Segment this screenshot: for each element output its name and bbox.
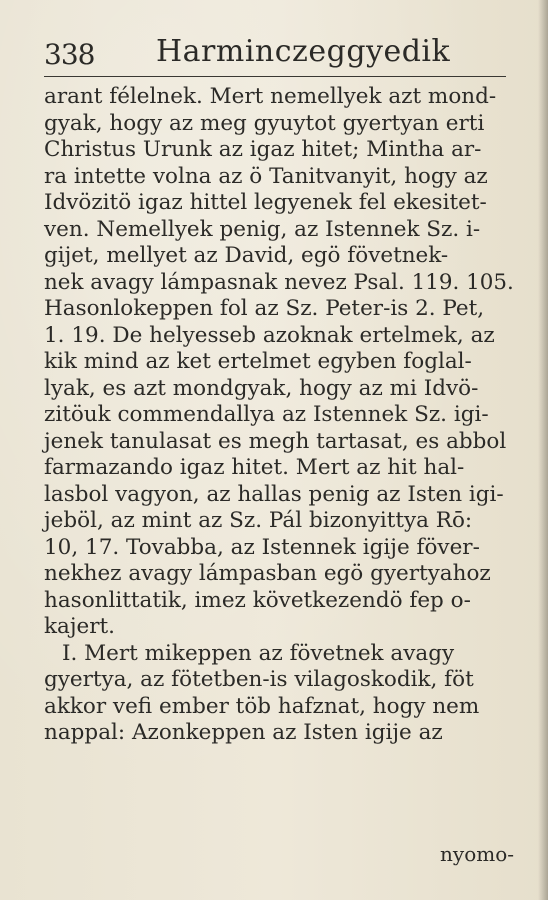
- text-line: zitöuk commendallya az Istennek Sz. igi-: [44, 402, 489, 427]
- text-line: Christus Urunk az igaz hitet; Mintha ar-: [44, 137, 482, 162]
- text-line: gyak, hogy az meg gyuytot gyertyan erti: [44, 110, 485, 136]
- page-header: [44, 34, 514, 74]
- text-line: Hasonlokeppen fol az Sz. Peter-is 2. Pet,: [44, 296, 485, 321]
- text-line: gyertya, az fötetben-is vilagoskodik, föt: [44, 667, 474, 692]
- text-line: lasbol vagyon, az hallas penig az Isten igi-: [44, 481, 504, 507]
- page-edge-shadow: [538, 0, 548, 900]
- catchword: nyomo-: [440, 842, 514, 866]
- page-number: 338: [44, 38, 95, 71]
- text-line: 10, 17. Tovabba, az Istennek igije föver-: [44, 534, 480, 560]
- text-line: jenek tanulasat es megh tartasat, es abbol: [44, 428, 507, 454]
- header-rule: [44, 76, 506, 77]
- text-line: gijet, mellyet az David, egö fövetnek-: [44, 243, 449, 268]
- text-line: hasonlittatik, imez következendö fep o-: [44, 587, 471, 613]
- text-line: farmazando igaz hitet. Mert az hit hal-: [44, 455, 465, 480]
- text-line: nek avagy lámpasnak nevez Psal. 119. 105.: [44, 269, 514, 295]
- text-line: ra intette volna az ö Tanitvanyit, hogy az: [44, 163, 488, 189]
- text-line: akkor vefi ember töb hafznat, hogy nem: [44, 693, 480, 719]
- body-text: [44, 84, 514, 747]
- text-line: ven. Nemellyek penig, az Istennek Sz. i-: [44, 216, 481, 242]
- text-line: nekhez avagy lámpasban egö gyertyahoz: [44, 561, 491, 586]
- text-line: I. Mert mikeppen az fövetnek avagy: [62, 640, 455, 666]
- text-line: jeböl, az mint az Sz. Pál bizonyittya Rō:: [44, 508, 473, 533]
- text-line: kik mind az ket ertelmet egyben foglal-: [44, 349, 472, 374]
- text-line: kajert.: [44, 614, 115, 639]
- text-line: 1. 19. De helyesseb azoknak ertelmek, az: [44, 322, 495, 348]
- text-line: arant félelnek. Mert nemellyek azt mond-: [44, 84, 497, 109]
- running-head: Harminczeggyedik: [156, 34, 451, 69]
- text-line: Idvözitö igaz hittel legyenek fel ekesitet-: [44, 190, 487, 215]
- text-line: nappal: Azonkeppen az Isten igije az: [44, 720, 443, 745]
- text-line: lyak, es azt mondgyak, hogy az mi Idvö-: [44, 375, 479, 401]
